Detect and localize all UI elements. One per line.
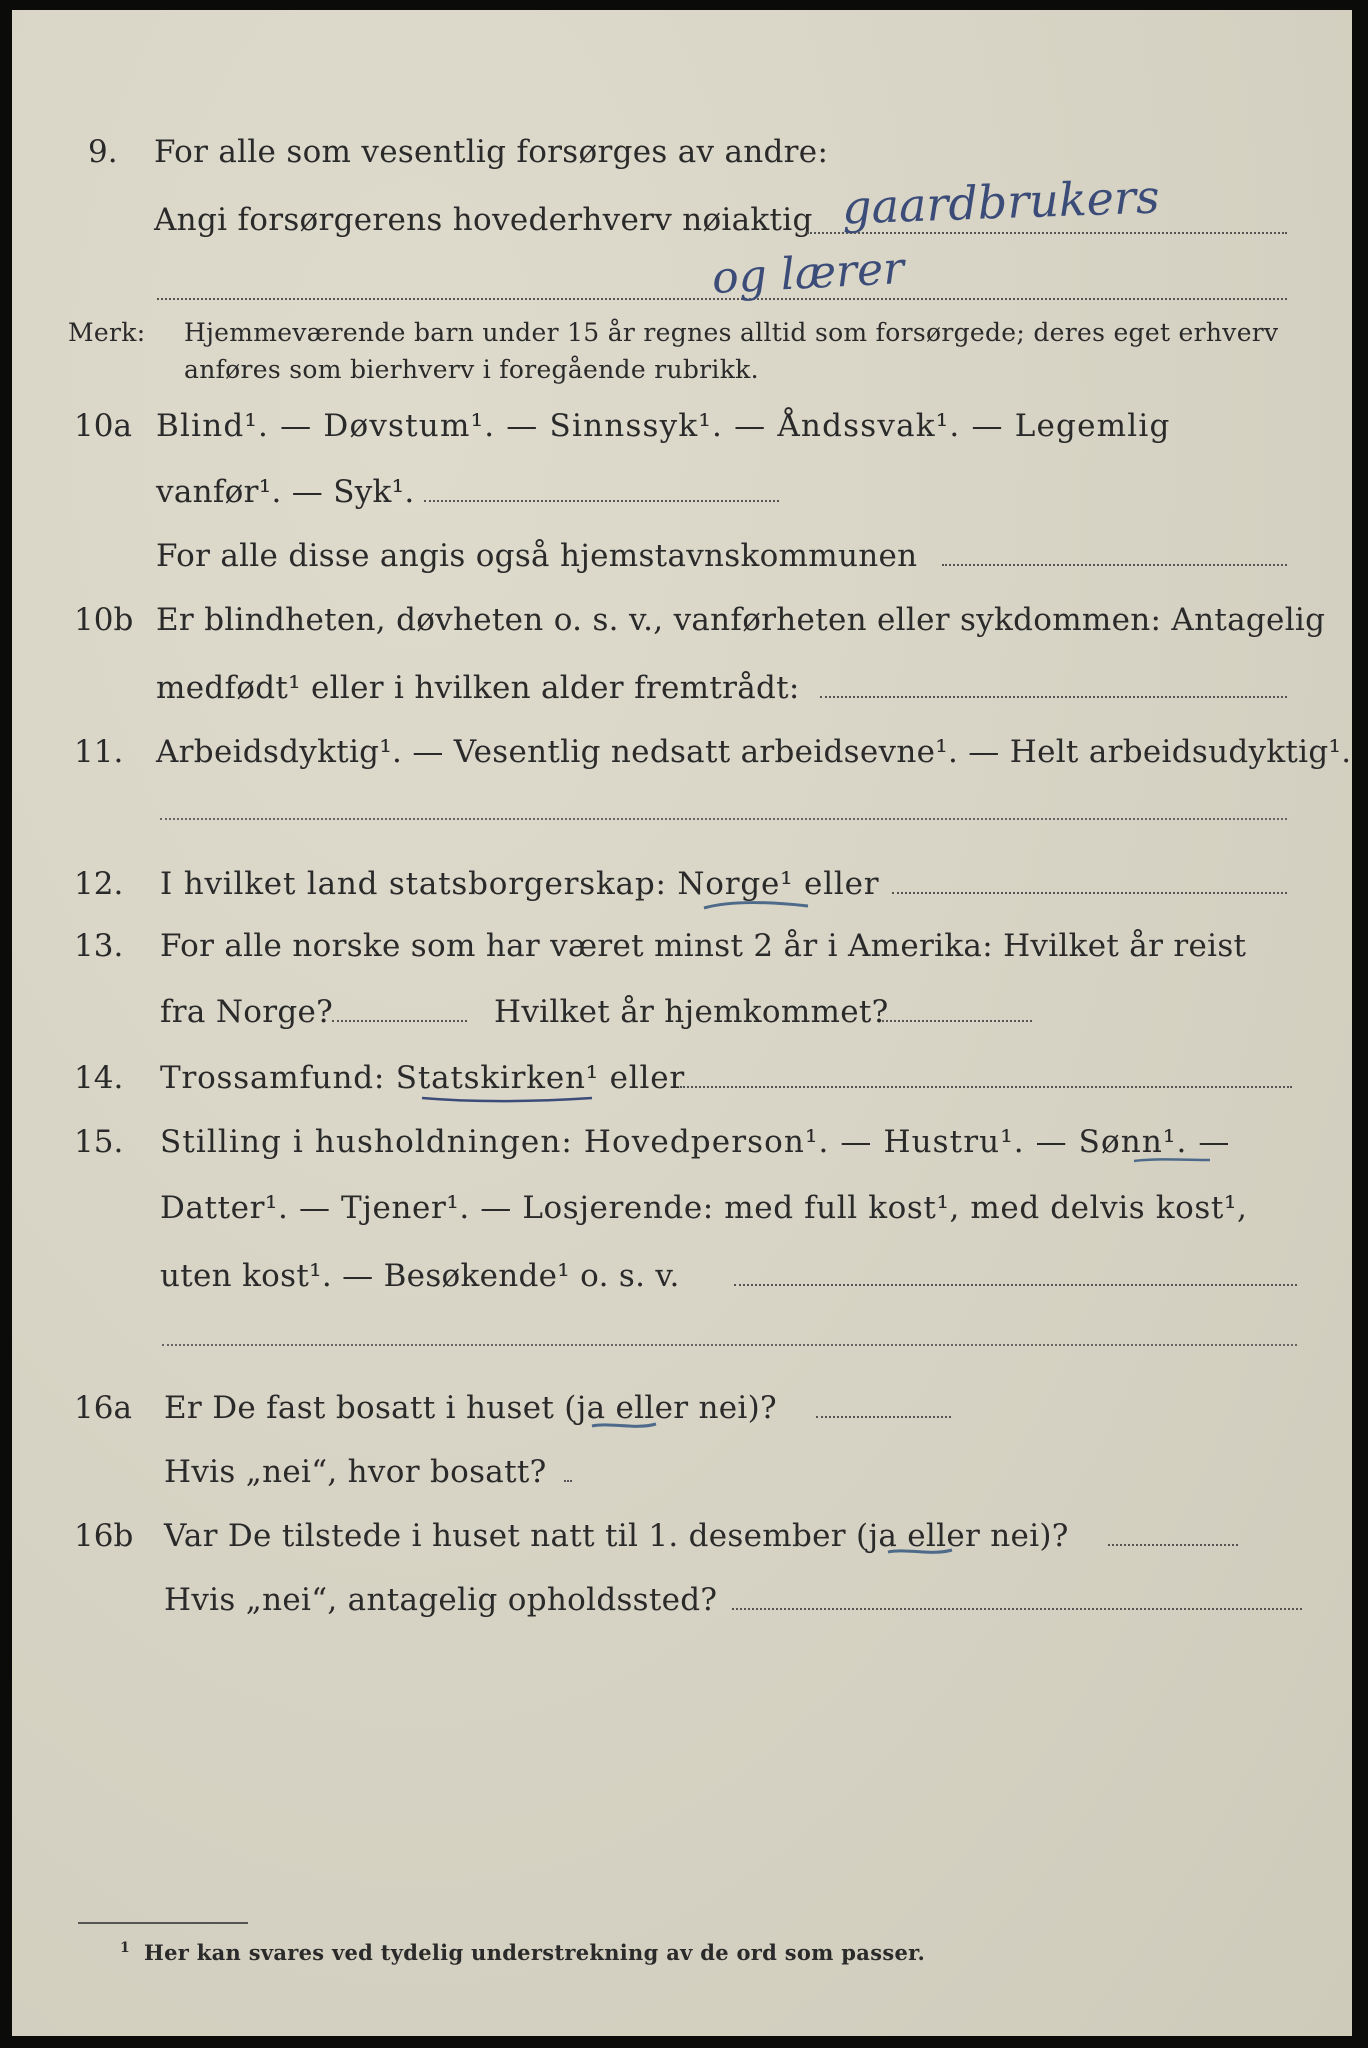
merk-label: Merk:: [68, 318, 146, 347]
q15-line1: Stilling i husholdningen: Hovedperson¹. — Hustru¹. — Sønn¹. —: [160, 1124, 1231, 1160]
q16a-ja-underline-mark: [590, 1418, 660, 1434]
q12-number: 12.: [74, 866, 124, 902]
q9-handwritten-answer1: gaardbrukers: [841, 169, 1161, 235]
q14-number: 14.: [74, 1060, 124, 1096]
q13-hjemkommet-answer-line: [882, 1020, 1032, 1022]
q13-number: 13.: [74, 928, 124, 964]
q11-number: 11.: [74, 734, 124, 770]
census-form-page: [12, 10, 1352, 2036]
q11-answer-line: [160, 818, 1287, 820]
q9-handwritten-answer2: og lærer: [710, 243, 906, 304]
q15-number: 15.: [74, 1124, 124, 1160]
merk-line1: Hjemmeværende barn under 15 år regnes alltid som forsørgede; deres eget erhverv: [184, 318, 1279, 347]
footnote-marker: 1: [120, 1940, 131, 1956]
q16b-opholdssted-answer-line: [732, 1608, 1302, 1610]
merk-line2: anføres som bierhverv i foregående rubrikk.: [184, 355, 759, 384]
q10a-answer-line: [424, 500, 779, 502]
q14-answer-line: [680, 1086, 1292, 1088]
q13-line2b: Hvilket år hjemkommet?: [494, 994, 889, 1030]
q16a-bosatt-answer-line: [564, 1480, 572, 1482]
q12-line1: I hvilket land statsborgerskap: Norge¹ eller: [160, 866, 880, 902]
q16a-answer-line: [816, 1416, 951, 1418]
q10b-answer-line: [820, 696, 1287, 698]
q16b-line2: Hvis „nei“, antagelig opholdssted?: [164, 1582, 718, 1618]
q12-norge-underline-mark: [702, 896, 812, 916]
q10a-number: 10a: [74, 408, 132, 444]
q13-line2a: fra Norge?: [160, 994, 334, 1030]
q15-line2: Datter¹. — Tjener¹. — Losjerende: med full kost¹, med delvis kost¹,: [160, 1190, 1248, 1226]
q11-line1: Arbeidsdyktig¹. — Vesentlig nedsatt arbeidsevne¹. — Helt arbeidsudyktig¹.: [156, 734, 1352, 770]
q14-line1: Trossamfund: Statskirken¹ eller: [160, 1060, 685, 1096]
q13-line1: For alle norske som har været minst 2 år i Amerika: Hvilket år reist: [160, 928, 1247, 964]
q9-line1: For alle som vesentlig forsørges av andre:: [154, 134, 829, 170]
q15-sonn-underline-mark: [1132, 1154, 1212, 1168]
q10a-municipality-line: [942, 564, 1287, 566]
q12-answer-line: [892, 892, 1287, 894]
footnote-text: Her kan svares ved tydelig understrekning av de ord som passer.: [144, 1940, 926, 1965]
q16b-answer-line: [1108, 1544, 1238, 1546]
q16b-number: 16b: [74, 1518, 134, 1554]
q9-number: 9.: [88, 134, 118, 170]
q10a-line2: vanfør¹. — Syk¹.: [156, 474, 415, 510]
q10b-line2: medfødt¹ eller i hvilken alder fremtrådt:: [156, 670, 800, 706]
q10b-number: 10b: [74, 602, 134, 638]
q16a-line2: Hvis „nei“, hvor bosatt?: [164, 1454, 547, 1490]
q16a-line1: Er De fast bosatt i huset (ja eller nei)?: [164, 1390, 777, 1426]
q9-line2: Angi forsørgerens hovederhverv nøiaktig: [154, 202, 813, 238]
q16b-ja-underline-mark: [886, 1544, 956, 1560]
q16b-line1: Var De tilstede i huset natt til 1. desember (ja eller nei)?: [164, 1518, 1069, 1554]
q10b-line1: Er blindheten, døvheten o. s. v., vanførheten eller sykdommen: Antagelig: [156, 602, 1326, 638]
q16a-number: 16a: [74, 1390, 132, 1426]
q14-statskirken-underline-mark: [420, 1090, 595, 1108]
q13-reist-answer-line: [332, 1020, 467, 1022]
q10a-line1: Blind¹. — Døvstum¹. — Sinnssyk¹. — Åndssvak¹. — Legemlig: [156, 408, 1171, 444]
q15-line3: uten kost¹. — Besøkende¹ o. s. v.: [160, 1258, 680, 1294]
q10a-line3: For alle disse angis også hjemstavnskommunen: [156, 538, 918, 574]
q15-extra-answer-line: [162, 1344, 1297, 1346]
footnote-separator: [78, 1922, 248, 1924]
q15-answer-line: [734, 1284, 1297, 1286]
